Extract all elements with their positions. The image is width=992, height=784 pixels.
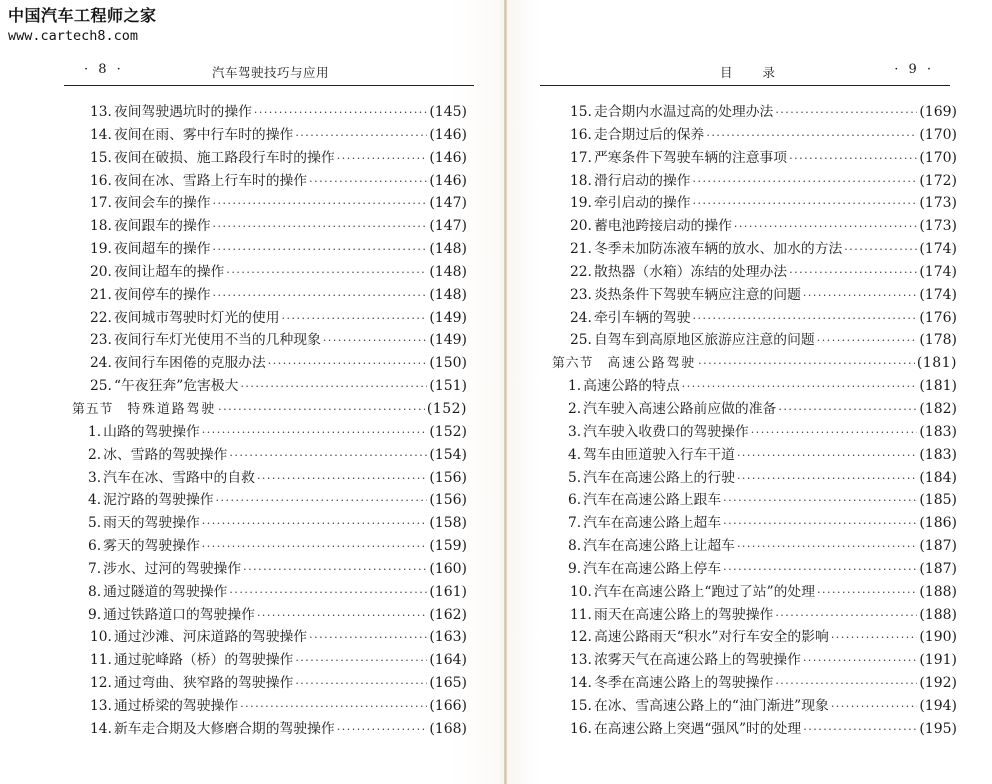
dot-leader <box>257 468 427 491</box>
entry-page: (163) <box>429 629 467 646</box>
toc-entry <box>552 604 957 627</box>
entry-page: (149) <box>429 309 467 326</box>
toc-entry <box>72 489 467 512</box>
entry-number: 11. <box>570 606 592 623</box>
toc-entry <box>72 649 467 672</box>
entry-title: 通过铁路道口的驾驶操作 <box>103 606 255 623</box>
entry-title: 冰、雪路的驾驶操作 <box>103 446 228 463</box>
entry-number: 14. <box>570 675 592 692</box>
entry-page: (170) <box>919 126 957 143</box>
page-number: · 8 · <box>84 62 124 77</box>
entry-number: 25. <box>570 332 592 349</box>
dot-leader <box>803 285 917 308</box>
toc-entry <box>552 261 957 284</box>
entry-title: 炎热条件下驾驶车辆应注意的问题 <box>593 286 801 303</box>
entry-title: 汽车在高速公路上停车 <box>583 560 722 577</box>
entry-page: (172) <box>919 172 957 189</box>
dot-leader <box>337 148 428 171</box>
entry-number: 12. <box>570 629 592 646</box>
entry-page: (181) <box>919 378 957 395</box>
dot-leader <box>337 719 428 742</box>
toc-entry <box>72 604 467 627</box>
toc-section <box>552 352 957 375</box>
dot-leader <box>706 125 917 148</box>
entry-title: 汽车在高速公路上的行驶 <box>583 469 735 486</box>
entry-title: 汽车驶入收费口的驾驶操作 <box>583 423 749 440</box>
dot-leader <box>240 376 427 399</box>
entry-title: 夜间在雨、雾中行车时的操作 <box>113 126 294 143</box>
toc-entry <box>72 329 467 352</box>
dot-leader <box>831 696 918 719</box>
dot-leader <box>226 262 427 285</box>
entry-page: (146) <box>429 149 467 166</box>
entry-page: (147) <box>429 195 467 212</box>
entry-number: 第五节 <box>72 401 114 417</box>
dot-leader <box>789 262 917 285</box>
dot-leader <box>213 239 428 262</box>
toc-entry <box>552 467 957 490</box>
entry-number: 7. <box>568 515 582 532</box>
dot-leader <box>254 102 427 125</box>
toc-section <box>72 398 467 421</box>
entry-title: 汽车在高速公路上超车 <box>583 515 722 532</box>
toc-entry <box>72 284 467 307</box>
entry-title: 汽车在高速公路上“跑过了站”的处理 <box>593 583 816 600</box>
toc-entry <box>552 649 957 672</box>
dot-leader <box>295 650 427 673</box>
entry-page: (165) <box>429 675 467 692</box>
toc-entry <box>552 444 957 467</box>
dot-leader <box>240 696 427 719</box>
toc-entry <box>72 695 467 718</box>
dot-leader <box>682 376 918 399</box>
entry-page: (176) <box>919 309 957 326</box>
watermark-title: 中国汽车工程师之家 <box>8 6 157 25</box>
left-page-header <box>64 60 474 86</box>
dot-leader <box>213 216 428 239</box>
entry-title: 汽车驶入高速公路前应做的准备 <box>583 400 777 417</box>
dot-leader <box>803 650 917 673</box>
entry-number: 8. <box>88 583 102 600</box>
entry-title: 通过隧道的驾驶操作 <box>103 583 228 600</box>
dot-leader <box>844 239 917 262</box>
dot-leader <box>295 125 427 148</box>
toc-entry <box>72 672 467 695</box>
dot-leader <box>775 102 917 125</box>
toc-entry <box>72 718 467 741</box>
toc-entry <box>552 375 957 398</box>
entry-number: 13. <box>90 104 112 120</box>
toc-entry <box>552 695 957 718</box>
entry-number: 21. <box>570 241 592 258</box>
dot-leader <box>282 308 428 331</box>
entry-title: 散热器（水箱）冻结的处理办法 <box>593 263 788 280</box>
entry-title: 通过桥梁的驾驶操作 <box>113 697 239 714</box>
toc-entry <box>72 512 467 535</box>
entry-page: (164) <box>429 652 467 669</box>
book-gutter <box>504 0 507 784</box>
entry-number: 10. <box>90 629 112 646</box>
entry-title: 汽车在高速公路上让超车 <box>583 538 735 555</box>
entry-page: (190) <box>919 629 957 646</box>
entry-page: (159) <box>429 538 467 555</box>
entry-number: 9. <box>568 560 582 577</box>
entry-title: 汽车在高速公路上跟车 <box>583 492 722 509</box>
table-of-contents <box>552 101 957 741</box>
entry-title: 夜间会车的操作 <box>113 195 211 212</box>
entry-page: (168) <box>429 720 467 737</box>
entry-page: (187) <box>919 538 957 555</box>
dot-leader <box>737 468 917 491</box>
toc-entry <box>552 215 957 238</box>
dot-leader <box>693 193 918 216</box>
entry-number: 20. <box>570 218 592 235</box>
entry-title: 夜间城市驾驶时灯光的使用 <box>113 309 280 326</box>
entry-number: 23. <box>90 332 112 349</box>
entry-page: (173) <box>919 195 957 212</box>
dot-leader <box>202 513 428 536</box>
toc-entry <box>552 558 957 581</box>
entry-page: (186) <box>919 515 957 532</box>
entry-title: 夜间超车的操作 <box>113 241 211 258</box>
dot-leader <box>693 171 918 194</box>
watermark-url: www.cartech8.com <box>8 28 139 44</box>
entry-title: 泥泞路的驾驶操作 <box>103 492 214 509</box>
toc-entry <box>72 444 467 467</box>
entry-title: 夜间让超车的操作 <box>113 263 225 280</box>
page-number: · 9 · <box>894 62 934 77</box>
dot-leader <box>723 513 917 536</box>
entry-page: (150) <box>429 355 467 372</box>
toc-entry <box>552 284 957 307</box>
toc-entry <box>72 101 467 124</box>
dot-leader <box>295 673 427 696</box>
toc-entry <box>552 535 957 558</box>
entry-page: (148) <box>429 263 467 280</box>
entry-number: 4. <box>568 446 582 463</box>
entry-number: 8. <box>568 538 582 555</box>
entry-number: 23. <box>570 286 592 303</box>
toc-entry <box>72 261 467 284</box>
entry-title: 牵引车辆的驾驶 <box>593 309 691 326</box>
entry-page: (166) <box>429 697 467 714</box>
dot-leader <box>693 308 918 331</box>
entry-title: 蓄电池跨接启动的操作 <box>593 218 732 235</box>
entry-number: 6. <box>88 538 102 555</box>
dot-leader <box>831 627 918 650</box>
dot-leader <box>817 330 918 353</box>
entry-number: 11. <box>90 652 112 669</box>
entry-page: (146) <box>429 126 467 143</box>
entry-title: 走合期内水温过高的处理办法 <box>593 104 774 120</box>
entry-number: 17. <box>90 195 112 212</box>
entry-title: 通过沙滩、河床道路的驾驶操作 <box>113 629 308 646</box>
toc-entry <box>552 581 957 604</box>
entry-page: (158) <box>429 515 467 532</box>
entry-number: 21. <box>90 286 112 303</box>
toc-entry <box>72 535 467 558</box>
entry-page: (178) <box>919 332 957 349</box>
dot-leader <box>803 719 917 742</box>
entry-title: 山路的驾驶操作 <box>103 423 200 440</box>
toc-entry <box>552 672 957 695</box>
entry-page: (151) <box>429 378 467 395</box>
entry-number: 2. <box>568 400 582 417</box>
entry-title: 高速公路驾驶 <box>607 356 697 372</box>
entry-title: 冬季未加防冻液车辆的放水、加水的方法 <box>593 241 843 258</box>
toc-entry <box>552 489 957 512</box>
dot-leader <box>698 353 915 376</box>
entry-title: 夜间驾驶遇坑时的操作 <box>113 104 252 120</box>
entry-number: 1. <box>88 423 102 440</box>
dot-leader <box>737 445 917 468</box>
dot-leader <box>229 582 427 605</box>
entry-page: (185) <box>919 492 957 509</box>
entry-page: (181) <box>916 355 957 372</box>
entry-number: 7. <box>88 560 102 577</box>
dot-leader <box>751 422 918 445</box>
toc-entry <box>72 307 467 330</box>
entry-number: 9. <box>88 606 102 623</box>
toc-entry <box>552 238 957 261</box>
entry-page: (188) <box>919 583 957 600</box>
dot-leader <box>213 285 428 308</box>
entry-page: (194) <box>919 697 957 714</box>
entry-number: 3. <box>568 423 582 440</box>
entry-number: 17. <box>570 149 592 166</box>
toc-entry <box>72 147 467 170</box>
entry-page: (169) <box>919 104 957 120</box>
toc-entry <box>72 170 467 193</box>
dot-leader <box>734 216 917 239</box>
entry-number: 16. <box>570 126 592 143</box>
entry-page: (146) <box>429 172 467 189</box>
entry-number: 25. <box>90 378 112 395</box>
entry-title: 自驾车到高原地区旅游应注意的问题 <box>593 332 815 349</box>
entry-number: 22. <box>570 263 592 280</box>
entry-page: (149) <box>429 332 467 349</box>
entry-title: 夜间行车困倦的克服办法 <box>113 355 266 372</box>
entry-page: (148) <box>429 241 467 258</box>
entry-number: 19. <box>90 241 112 258</box>
entry-number: 10. <box>570 583 592 600</box>
dot-leader <box>737 536 917 559</box>
entry-title: 驾车由匝道驶入行车干道 <box>583 446 735 463</box>
toc-entry <box>72 421 467 444</box>
entry-title: 汽车在冰、雪路中的自救 <box>103 469 255 486</box>
entry-page: (173) <box>919 218 957 235</box>
dot-leader <box>202 536 428 559</box>
entry-title: 雾天的驾驶操作 <box>103 538 200 555</box>
toc-entry <box>552 101 957 124</box>
entry-page: (154) <box>429 446 467 463</box>
running-title: 目录 <box>720 65 806 80</box>
entry-number: 24. <box>90 355 112 372</box>
entry-number: 24. <box>570 309 592 326</box>
entry-page: (195) <box>919 720 957 737</box>
dot-leader <box>775 605 917 628</box>
dot-leader <box>323 330 427 353</box>
entry-number: 22. <box>90 309 112 326</box>
dot-leader <box>243 559 427 582</box>
toc-entry <box>552 147 957 170</box>
entry-number: 5. <box>568 469 582 486</box>
dot-leader <box>778 399 917 422</box>
entry-number: 1. <box>568 378 582 395</box>
toc-entry <box>72 375 467 398</box>
toc-entry <box>552 170 957 193</box>
toc-entry <box>552 718 957 741</box>
entry-number: 5. <box>88 515 102 532</box>
entry-page: (145) <box>429 104 467 120</box>
entry-page: (161) <box>429 583 467 600</box>
entry-number: 16. <box>570 720 592 737</box>
toc-entry <box>72 467 467 490</box>
entry-number: 15. <box>570 697 592 714</box>
entry-page: (182) <box>919 400 957 417</box>
table-of-contents <box>72 101 467 741</box>
entry-page: (152) <box>429 423 467 440</box>
entry-page: (191) <box>919 652 957 669</box>
entry-page: (188) <box>919 606 957 623</box>
toc-entry <box>552 421 957 444</box>
entry-number: 4. <box>88 492 102 509</box>
toc-entry <box>72 192 467 215</box>
entry-title: 走合期过后的保养 <box>593 126 705 143</box>
entry-page: (170) <box>919 149 957 166</box>
watermark <box>8 6 157 45</box>
dot-leader <box>257 605 427 628</box>
entry-title: 在高速公路上突遇“强风”时的处理 <box>593 720 802 737</box>
entry-page: (174) <box>919 241 957 258</box>
entry-title: 新车走合期及大修磨合期的驾驶操作 <box>113 720 335 737</box>
entry-page: (156) <box>429 469 467 486</box>
entry-page: (174) <box>919 263 957 280</box>
entry-title: 雨天的驾驶操作 <box>103 515 200 532</box>
entry-title: 在冰、雪高速公路上的“油门渐进”现象 <box>593 697 829 714</box>
entry-page: (162) <box>429 606 467 623</box>
toc-entry <box>552 398 957 421</box>
dot-leader <box>218 399 425 422</box>
dot-leader <box>202 422 428 445</box>
entry-number: 15. <box>90 149 112 166</box>
entry-page: (160) <box>429 560 467 577</box>
toc-entry <box>552 307 957 330</box>
entry-title: 冬季在高速公路上的驾驶操作 <box>593 675 774 692</box>
entry-title: 夜间在破损、施工路段行车时的操作 <box>113 149 335 166</box>
entry-number: 15. <box>570 104 592 120</box>
entry-page: (156) <box>429 492 467 509</box>
dot-leader <box>268 353 428 376</box>
dot-leader <box>229 445 427 468</box>
entry-title: 夜间跟车的操作 <box>113 218 211 235</box>
dot-leader <box>213 193 428 216</box>
toc-entry <box>552 512 957 535</box>
dot-leader <box>817 582 917 605</box>
toc-entry <box>72 558 467 581</box>
entry-title: 牵引启动的操作 <box>593 195 691 212</box>
entry-page: (183) <box>919 446 957 463</box>
entry-number: 2. <box>88 446 102 463</box>
entry-title: 高速公路的特点 <box>583 378 680 395</box>
entry-number: 18. <box>570 172 592 189</box>
running-title: 汽车驾驶技巧与应用 <box>212 65 330 80</box>
entry-number: 16. <box>90 172 112 189</box>
entry-title: 涉水、过河的驾驶操作 <box>103 560 242 577</box>
entry-title: 雨天在高速公路上的驾驶操作 <box>593 606 774 623</box>
entry-title: 通过弯曲、狭窄路的驾驶操作 <box>113 675 294 692</box>
header-rule <box>540 85 950 86</box>
entry-number: 12. <box>90 675 112 692</box>
header-rule <box>64 85 474 86</box>
toc-entry <box>72 581 467 604</box>
entry-title: 夜间停车的操作 <box>113 286 211 303</box>
toc-entry <box>72 215 467 238</box>
toc-entry <box>552 192 957 215</box>
entry-title: 严寒条件下驾驶车辆的注意事项 <box>593 149 788 166</box>
entry-page: (192) <box>919 675 957 692</box>
entry-page: (147) <box>429 218 467 235</box>
dot-leader <box>775 673 917 696</box>
entry-number: 6. <box>568 492 582 509</box>
entry-title: 特殊道路驾驶 <box>127 401 217 417</box>
toc-entry <box>72 124 467 147</box>
toc-entry <box>72 626 467 649</box>
entry-number: 19. <box>570 195 592 212</box>
entry-page: (183) <box>919 423 957 440</box>
entry-title: “午夜狂奔”危害极大 <box>113 378 239 395</box>
entry-page: (152) <box>426 400 467 417</box>
entry-number: 14. <box>90 126 112 143</box>
toc-entry <box>552 124 957 147</box>
entry-title: 浓雾天气在高速公路上的驾驶操作 <box>593 652 801 669</box>
toc-entry <box>552 329 957 352</box>
entry-title: 高速公路雨天“积水”对行车安全的影响 <box>593 629 829 646</box>
entry-page: (148) <box>429 286 467 303</box>
dot-leader <box>309 171 427 194</box>
entry-number: 第六节 <box>552 356 594 372</box>
toc-entry <box>552 626 957 649</box>
entry-number: 20. <box>90 263 112 280</box>
entry-title: 通过驼峰路（桥）的驾驶操作 <box>113 652 294 669</box>
entry-number: 18. <box>90 218 112 235</box>
entry-page: (184) <box>919 469 957 486</box>
entry-page: (174) <box>919 286 957 303</box>
entry-page: (187) <box>919 560 957 577</box>
dot-leader <box>216 490 428 513</box>
toc-entry <box>72 238 467 261</box>
right-page-header <box>540 60 950 86</box>
toc-entry <box>72 352 467 375</box>
dot-leader <box>309 627 427 650</box>
right-page <box>500 0 992 784</box>
dot-leader <box>723 559 917 582</box>
entry-title: 夜间在冰、雪路上行车时的操作 <box>113 172 308 189</box>
entry-number: 3. <box>88 469 102 486</box>
dot-leader <box>789 148 917 171</box>
entry-title: 滑行启动的操作 <box>593 172 691 189</box>
entry-title: 夜间行车灯光使用不当的几种现象 <box>113 332 321 349</box>
entry-number: 14. <box>90 720 112 737</box>
entry-number: 13. <box>570 652 592 669</box>
entry-number: 13. <box>90 697 112 714</box>
dot-leader <box>723 490 917 513</box>
